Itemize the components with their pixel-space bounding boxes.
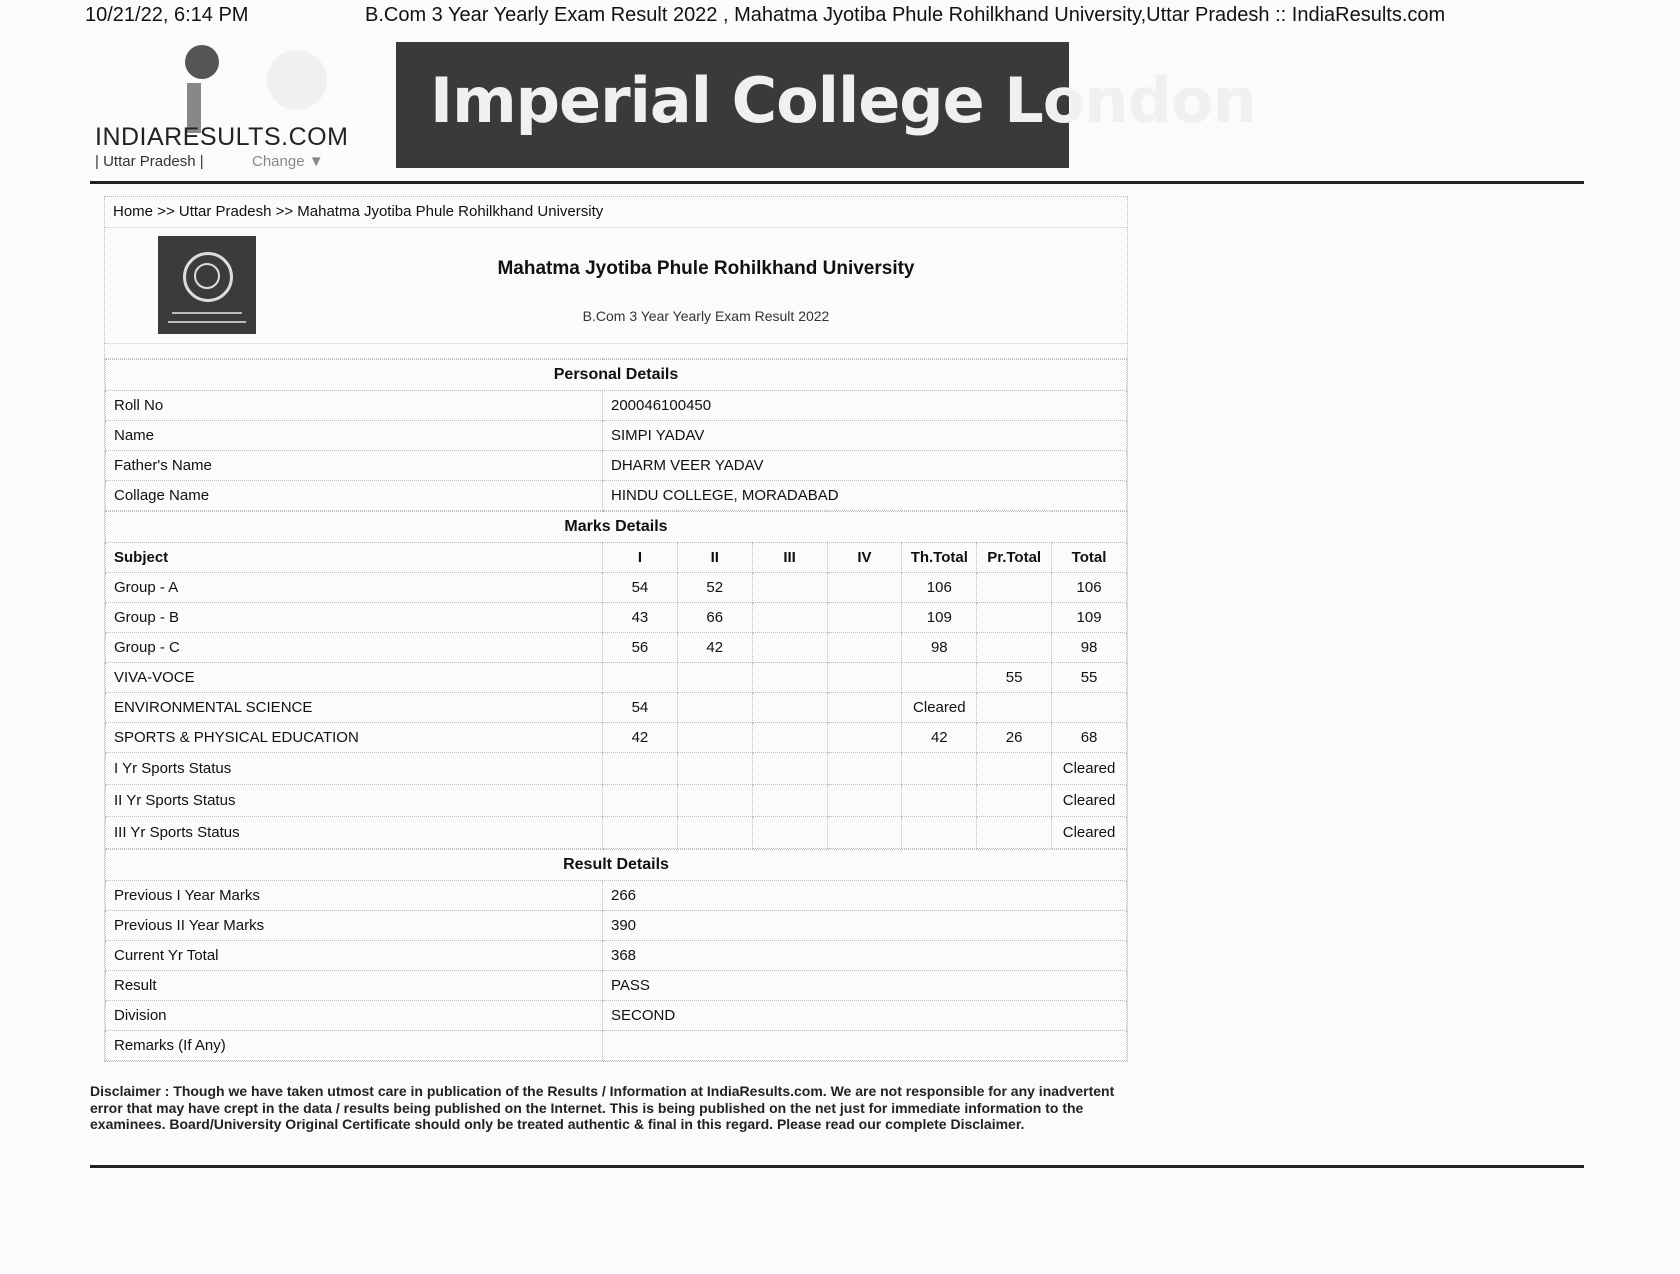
mark-cell	[752, 817, 827, 849]
sports-status-row	[106, 817, 1127, 849]
row-label: Collage Name	[106, 481, 603, 511]
table-row	[106, 451, 1127, 481]
mark-cell	[603, 817, 678, 849]
mark-cell	[977, 633, 1052, 663]
subject-name: ENVIRONMENTAL SCIENCE	[106, 693, 603, 723]
mark-cell	[827, 693, 902, 723]
subject-name: III Yr Sports Status	[106, 817, 603, 849]
mark-cell	[752, 663, 827, 693]
breadcrumb[interactable]: Home >> Uttar Pradesh >> Mahatma Jyotiba Phule Rohilkhand University	[105, 197, 1127, 228]
site-logo[interactable]	[95, 45, 349, 175]
ad-banner[interactable]	[396, 42, 1256, 168]
personal-details-table	[105, 359, 1127, 511]
subject-row	[106, 633, 1127, 663]
mark-cell	[603, 753, 678, 785]
mark-cell	[752, 753, 827, 785]
table-row	[106, 481, 1127, 511]
mark-cell	[677, 723, 752, 753]
table-row	[106, 1001, 1127, 1031]
current-total-value: 368	[603, 941, 1127, 971]
sports-status-row	[106, 785, 1127, 817]
row-label: Remarks (If Any)	[106, 1031, 603, 1061]
mark-cell	[677, 663, 752, 693]
table-row	[106, 391, 1127, 421]
mark-cell: 42	[902, 723, 977, 753]
print-date: 10/21/22, 6:14 PM	[85, 4, 249, 26]
mark-cell: 106	[902, 573, 977, 603]
column-header: Subject	[106, 543, 603, 573]
mark-cell	[977, 603, 1052, 633]
mark-cell: 68	[1052, 723, 1127, 753]
mark-cell	[603, 785, 678, 817]
site-logo-text: INDIARESULTS.COM	[95, 123, 349, 151]
row-label: Previous II Year Marks	[106, 911, 603, 941]
row-label: Father's Name	[106, 451, 603, 481]
mark-cell: 98	[1052, 633, 1127, 663]
row-label: Result	[106, 971, 603, 1001]
mark-cell	[677, 817, 752, 849]
row-label: Division	[106, 1001, 603, 1031]
row-label: Name	[106, 421, 603, 451]
remarks-value	[603, 1031, 1127, 1061]
mark-cell: 54	[603, 693, 678, 723]
result-details-heading: Result Details	[106, 850, 1127, 881]
mark-cell	[827, 633, 902, 663]
father-name-value: DHARM VEER YADAV	[603, 451, 1127, 481]
roll-no-value: 200046100450	[603, 391, 1127, 421]
name-value: SIMPI YADAV	[603, 421, 1127, 451]
print-header	[0, 4, 1680, 30]
mark-cell	[827, 663, 902, 693]
table-row	[106, 421, 1127, 451]
subject-row	[106, 573, 1127, 603]
mark-cell	[977, 753, 1052, 785]
prev-2-year-value: 390	[603, 911, 1127, 941]
table-row	[106, 881, 1127, 911]
mark-cell	[977, 785, 1052, 817]
mark-cell: 54	[603, 573, 678, 603]
subject-row	[106, 663, 1127, 693]
subject-name: Group - B	[106, 603, 603, 633]
logo-i-icon	[185, 45, 225, 135]
mark-cell	[752, 573, 827, 603]
print-title: B.Com 3 Year Yearly Exam Result 2022 , Mahatma Jyotiba Phule Rohilkhand University,Uttar Pradesh :: IndiaResults.com	[365, 4, 1446, 26]
mark-cell	[752, 633, 827, 663]
mark-cell	[827, 753, 902, 785]
column-header: Total	[1052, 543, 1127, 573]
subject-name: Group - A	[106, 573, 603, 603]
mark-cell: Cleared	[902, 693, 977, 723]
column-header: I	[603, 543, 678, 573]
mark-cell: Cleared	[1052, 753, 1127, 785]
result-panel	[104, 196, 1128, 1062]
column-header: III	[752, 543, 827, 573]
mark-cell: 109	[902, 603, 977, 633]
mark-cell	[977, 693, 1052, 723]
table-row	[106, 911, 1127, 941]
column-header: Th.Total	[902, 543, 977, 573]
mark-cell: 55	[1052, 663, 1127, 693]
column-header: Pr.Total	[977, 543, 1052, 573]
university-name: Mahatma Jyotiba Phule Rohilkhand University	[497, 258, 915, 279]
personal-details-heading: Personal Details	[106, 360, 1127, 391]
state-map-icon	[267, 50, 327, 110]
mark-cell: 52	[677, 573, 752, 603]
subject-name: Group - C	[106, 633, 603, 663]
mark-cell	[902, 785, 977, 817]
mark-cell	[977, 573, 1052, 603]
mark-cell	[902, 753, 977, 785]
college-name-value: HINDU COLLEGE, MORADABAD	[603, 481, 1127, 511]
bottom-divider	[90, 1165, 1584, 1168]
mark-cell	[827, 573, 902, 603]
column-header: IV	[827, 543, 902, 573]
prev-1-year-value: 266	[603, 881, 1127, 911]
mark-cell: Cleared	[1052, 785, 1127, 817]
mark-cell	[752, 723, 827, 753]
subject-row	[106, 693, 1127, 723]
subject-name: I Yr Sports Status	[106, 753, 603, 785]
mark-cell	[827, 723, 902, 753]
mark-cell: 43	[603, 603, 678, 633]
selected-state: | Uttar Pradesh |	[95, 153, 204, 170]
column-header: II	[677, 543, 752, 573]
table-row	[106, 1031, 1127, 1061]
mark-cell: 42	[603, 723, 678, 753]
mark-cell	[827, 785, 902, 817]
mark-cell	[677, 693, 752, 723]
subject-name: II Yr Sports Status	[106, 785, 603, 817]
division-value: SECOND	[603, 1001, 1127, 1031]
row-label: Previous I Year Marks	[106, 881, 603, 911]
mark-cell: 106	[1052, 573, 1127, 603]
top-divider	[90, 181, 1584, 184]
mark-cell	[977, 817, 1052, 849]
row-label: Roll No	[106, 391, 603, 421]
result-details-table	[105, 849, 1127, 1061]
mark-cell	[677, 753, 752, 785]
mark-cell	[1052, 693, 1127, 723]
row-label: Current Yr Total	[106, 941, 603, 971]
table-row	[106, 971, 1127, 1001]
university-header	[105, 228, 1127, 344]
subject-row	[106, 603, 1127, 633]
marks-details-heading: Marks Details	[106, 512, 1127, 543]
result-value: PASS	[603, 971, 1127, 1001]
table-row	[106, 941, 1127, 971]
mark-cell: 26	[977, 723, 1052, 753]
subject-name: SPORTS & PHYSICAL EDUCATION	[106, 723, 603, 753]
mark-cell: 98	[902, 633, 977, 663]
mark-cell: 55	[977, 663, 1052, 693]
mark-cell: 66	[677, 603, 752, 633]
subject-row	[106, 723, 1127, 753]
mark-cell	[752, 785, 827, 817]
mark-cell	[902, 817, 977, 849]
disclaimer-text: Disclaimer : Though we have taken utmost care in publication of the Results / Information at IndiaResults.com. We are not responsible for any inadvertent error that may have crept in the data / results being published on the Internet. This is being published on the net just for immediate information to the examinees. Board/University Original Certificate should only be treated authentic & final in this regard. Please read our complete Disclaimer.	[90, 1083, 1115, 1132]
sports-status-row	[106, 753, 1127, 785]
subject-name: VIVA-VOCE	[106, 663, 603, 693]
mark-cell	[677, 785, 752, 817]
mark-cell: 56	[603, 633, 678, 663]
mark-cell: 109	[1052, 603, 1127, 633]
mark-cell	[752, 603, 827, 633]
marks-details-table	[105, 511, 1127, 849]
exam-title: B.Com 3 Year Yearly Exam Result 2022	[582, 308, 830, 324]
change-state-link[interactable]: Change ▼	[252, 153, 324, 170]
marks-header-row	[106, 543, 1127, 573]
mark-cell	[752, 693, 827, 723]
mark-cell	[827, 603, 902, 633]
mark-cell	[603, 663, 678, 693]
mark-cell	[827, 817, 902, 849]
mark-cell: Cleared	[1052, 817, 1127, 849]
mark-cell: 42	[677, 633, 752, 663]
mark-cell	[902, 663, 977, 693]
ad-banner-text: Imperial College London	[430, 64, 1256, 137]
